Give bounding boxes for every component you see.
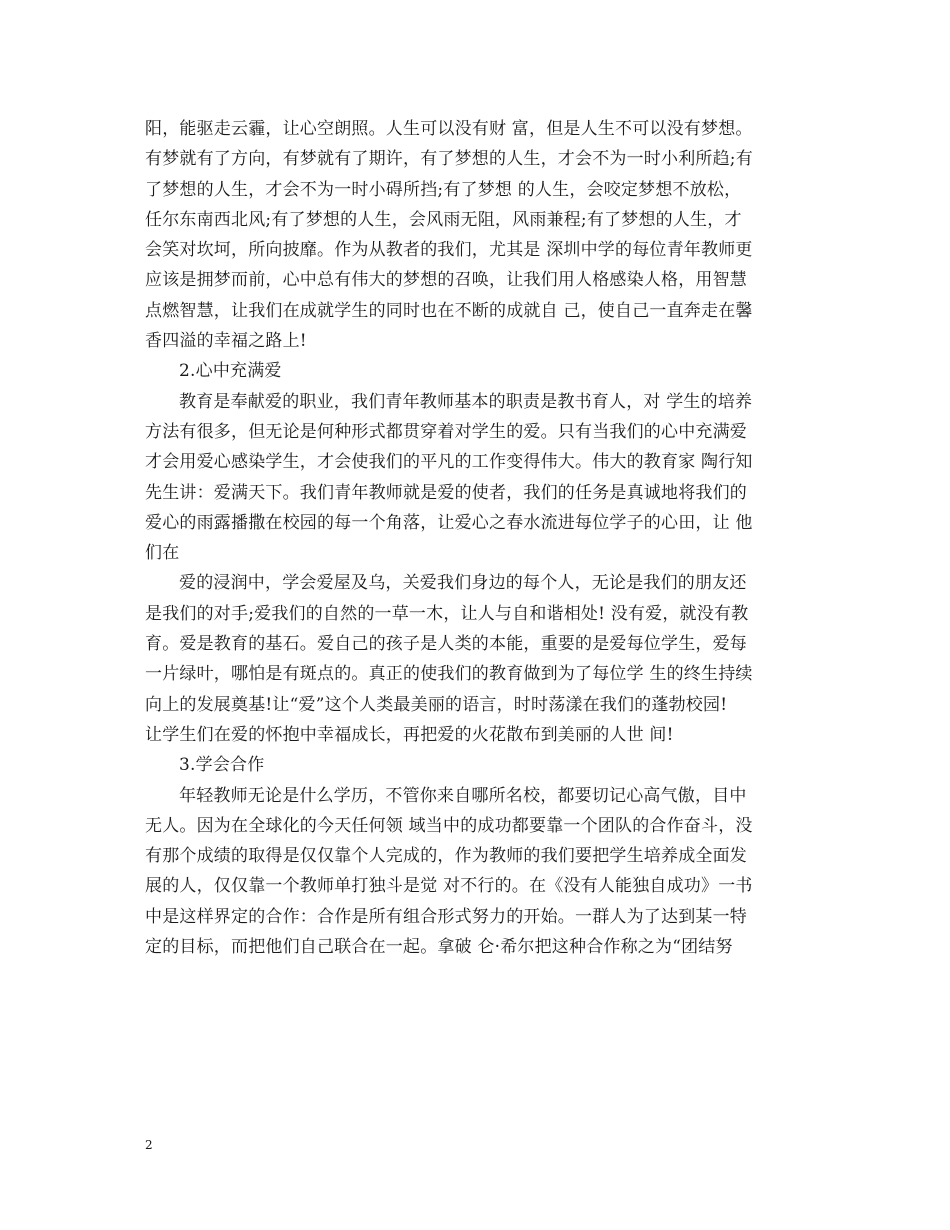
body-text bbox=[145, 114, 810, 962]
text-line: 向上的发展奠基!让“爱”这个人类最美丽的语言，时时荡漾在我们的蓬勃校园! bbox=[145, 694, 728, 715]
text-line: 无人。因为在全球化的今天任何领 域当中的成功都要靠一个团队的合作奋斗，没 bbox=[145, 815, 753, 836]
text-line: 中是这样界定的合作：合作是所有组合形式努力的开始。一群人为了达到某一特 bbox=[145, 906, 747, 927]
text-line: 教育是奉献爱的职业，我们青年教师基本的职责是教书育人，对 学生的培养 bbox=[179, 391, 753, 412]
text-line: 定的目标，而把他们自己联合在一起。拿破 仑·希尔把这种合作称之为“团结努 bbox=[145, 937, 733, 958]
text-line: 有那个成绩的取得是仅仅靠个人完成的，作为教师的我们要把学生培养成全面发 bbox=[145, 846, 747, 867]
text-line: 3.学会合作 bbox=[179, 755, 265, 776]
text-line: 2.心中充满爱 bbox=[179, 361, 282, 382]
text-line: 一片绿叶，哪怕是有斑点的。真正的使我们的教育做到为了每位学 生的终生持续 bbox=[145, 664, 753, 685]
text-line: 们在 bbox=[145, 543, 180, 564]
text-line: 任尔东南西北风;有了梦想的人生，会风雨无阻，风雨兼程;有了梦想的人生，才 bbox=[145, 209, 742, 230]
text-line: 会笑对坎坷，所向披靡。作为从教者的我们，尤其是 深圳中学的每位青年教师更 bbox=[145, 240, 753, 261]
text-line: 了梦想的人生，才会不为一时小碍所挡;有了梦想 的人生，会咬定梦想不放松， bbox=[145, 179, 742, 200]
text-line: 才会用爱心感染学生，才会使我们的平凡的工作变得伟大。伟大的教育家 陶行知 bbox=[145, 452, 753, 473]
text-line: 年轻教师无论是什么学历，不管你来自哪所名校，都要切记心高气傲，目中 bbox=[179, 785, 747, 806]
text-line: 先生讲：爱满天下。我们青年教师就是爱的使者，我们的任务是真诚地将我们的 bbox=[145, 482, 747, 503]
text-line: 是我们的对手;爱我们的自然的一草一木，让人与自和谐相处! 没有爱，就没有教 bbox=[145, 603, 749, 624]
text-line: 香四溢的幸福之路上! bbox=[145, 331, 307, 352]
text-line: 育。爱是教育的基石。爱自己的孩子是人类的本能，重要的是爱每位学生，爱每 bbox=[145, 634, 747, 655]
page-number: 2 bbox=[145, 1138, 153, 1152]
text-line: 有梦就有了方向，有梦就有了期许，有了梦想的人生，才会不为一时小利所趋;有 bbox=[145, 149, 753, 170]
text-line: 让学生们在爱的怀抱中幸福成长，再把爱的火花散布到美丽的人世 间! bbox=[145, 724, 674, 745]
text-line: 方法有很多，但无论是何种形式都贯穿着对学生的爱。只有当我们的心中充满爱 bbox=[145, 421, 747, 442]
text-line: 爱心的雨露播撒在校园的每一个角落，让爱心之春水流进每位学子的心田，让 他 bbox=[145, 512, 753, 533]
text-line: 阳，能驱走云霾，让心空朗照。人生可以没有财 富，但是人生不可以没有梦想。 bbox=[145, 119, 753, 139]
text-line: 爱的浸润中，学会爱屋及乌，关爱我们身边的每个人，无论是我们的朋友还 bbox=[179, 573, 747, 594]
text-line: 展的人，仅仅靠一个教师单打独斗是觉 对不行的。在《没有人能独自成功》一书 bbox=[145, 876, 753, 897]
text-line: 应该是拥梦而前，心中总有伟大的梦想的召唤，让我们用人格感染人格，用智慧 bbox=[145, 270, 747, 291]
text-line: 点燃智慧，让我们在成就学生的同时也在不断的成就自 己，使自己一直奔走在馨 bbox=[145, 300, 753, 321]
